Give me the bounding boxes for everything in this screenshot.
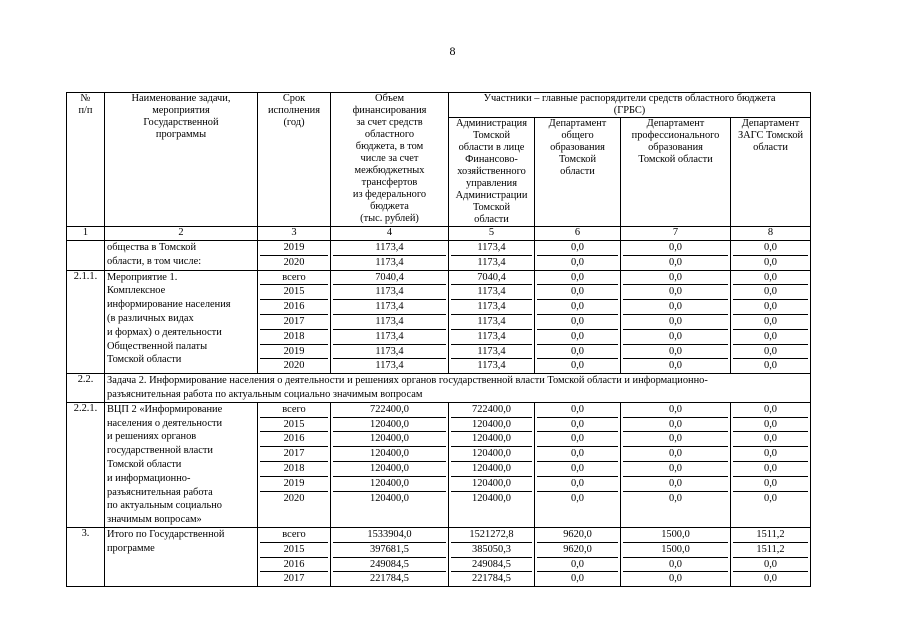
col-number: 1	[67, 227, 105, 241]
cell-value: 2019	[260, 241, 328, 256]
cell-value: 0,0	[669, 492, 682, 504]
header-no	[67, 93, 105, 227]
cell-value: 2019	[260, 477, 328, 492]
text-line: межбюджетных	[354, 165, 425, 176]
header-col7	[621, 118, 731, 227]
cell-value: 0,0	[733, 315, 808, 330]
text-line: числе за счет	[360, 153, 419, 164]
row-col6	[535, 241, 621, 271]
cell-value: 0,0	[733, 271, 808, 286]
text-line: Итого по Государственной	[107, 528, 225, 540]
cell-value: 0,0	[623, 462, 728, 477]
cell-value: 0,0	[733, 447, 808, 462]
cell-value: 0,0	[537, 418, 618, 433]
text-line: области, в том числе:	[107, 255, 202, 267]
text-line: областного	[364, 129, 415, 140]
row-col6	[535, 402, 621, 527]
cell-value: 2017	[260, 315, 328, 330]
text-line: Общественной палаты	[107, 340, 208, 352]
cell-value: 722400,0	[451, 403, 532, 418]
text-line: Объем	[374, 93, 405, 104]
cell-value: 0,0	[571, 360, 584, 372]
text-line: исполнения	[267, 105, 321, 116]
row-col8	[731, 527, 811, 586]
cell-value: 1173,4	[451, 345, 532, 360]
text-line: Департамент	[548, 118, 607, 129]
row-number: 3.	[67, 527, 105, 586]
col-number: 3	[258, 227, 331, 241]
text-line: области	[560, 166, 595, 177]
text-line: (в различных видах	[107, 312, 194, 324]
cell-value: 0,0	[537, 271, 618, 286]
text-line: разъяснительная работа по актуальным социально значимым вопросам	[107, 388, 423, 400]
cell-value: 0,0	[733, 403, 808, 418]
cell-value: 1173,4	[375, 360, 404, 372]
cell-value: 0,0	[537, 447, 618, 462]
row-name	[105, 527, 258, 586]
text-line: хозяйственного	[457, 166, 526, 177]
cell-value: 0,0	[537, 477, 618, 492]
text-line: Томской	[472, 130, 511, 141]
cell-value: 0,0	[733, 477, 808, 492]
text-line: (ГРБС)	[613, 105, 646, 116]
row-years	[258, 241, 331, 271]
row-years	[258, 527, 331, 586]
text-line: финансирования	[352, 105, 427, 116]
cell-value: 1173,4	[375, 256, 404, 268]
text-line: управления	[465, 178, 518, 189]
row-col6	[535, 270, 621, 374]
text-line: Мероприятие 1.	[107, 271, 178, 283]
cell-value: 0,0	[537, 558, 618, 573]
cell-value: 0,0	[623, 418, 728, 433]
text-line: разъяснительная работа	[107, 486, 213, 498]
text-line: Участники – главные распорядители средств областного бюджета	[483, 93, 776, 104]
cell-value: 0,0	[733, 345, 808, 360]
cell-value: всего	[260, 271, 328, 286]
header-term	[258, 93, 331, 227]
row-col4	[331, 270, 449, 374]
row-col8	[731, 402, 811, 527]
table-row	[67, 527, 811, 586]
text-line: Томской области	[638, 154, 713, 165]
cell-value: 120400,0	[451, 462, 532, 477]
row-col5	[449, 402, 535, 527]
text-line: Задача 2. Информирование населения о деятельности и решениях органов государственной власти Томской области и информационно-	[107, 375, 708, 387]
row-col5	[449, 241, 535, 271]
text-line: населения о деятельности	[107, 417, 223, 429]
row-col7	[621, 270, 731, 374]
header-name	[105, 93, 258, 227]
text-line: Томской	[558, 154, 597, 165]
cell-value: 0,0	[733, 432, 808, 447]
col-number: 2	[105, 227, 258, 241]
cell-value: всего	[260, 403, 328, 418]
text-line: области	[753, 142, 788, 153]
cell-value: 0,0	[537, 285, 618, 300]
cell-value: 0,0	[537, 345, 618, 360]
cell-value: 0,0	[623, 315, 728, 330]
header-col6	[535, 118, 621, 227]
cell-value: 120400,0	[333, 447, 446, 462]
cell-value: 221784,5	[370, 573, 409, 585]
cell-value: 120400,0	[333, 462, 446, 477]
cell-value: 2018	[260, 330, 328, 345]
page-number: 8	[449, 44, 456, 58]
text-line: государственной власти	[107, 445, 213, 457]
header-participants	[449, 93, 811, 118]
text-line: области	[474, 214, 509, 225]
row-number: 2.2.	[67, 374, 105, 403]
text-line: (тыс. рублей)	[360, 213, 419, 224]
cell-value: 2015	[260, 418, 328, 433]
text-line: Администрация	[455, 118, 528, 129]
text-line: по актуальным социально	[107, 500, 222, 512]
cell-value: 1173,4	[451, 285, 532, 300]
cell-value: 0,0	[623, 432, 728, 447]
row-col5	[449, 270, 535, 374]
cell-value: 0,0	[733, 462, 808, 477]
cell-value: 0,0	[623, 271, 728, 286]
row-col8	[731, 270, 811, 374]
row-number	[67, 241, 105, 271]
table-row	[67, 270, 811, 374]
cell-value: 1521272,8	[451, 528, 532, 543]
cell-value: 1173,4	[451, 300, 532, 315]
cell-value: 0,0	[623, 477, 728, 492]
text-line: программе	[107, 542, 155, 554]
text-line: программы	[155, 129, 207, 140]
task-text	[105, 374, 811, 403]
cell-value: 722400,0	[333, 403, 446, 418]
text-line: значимым вопросам»	[107, 514, 202, 526]
cell-value: 0,0	[623, 447, 728, 462]
cell-value: 0,0	[733, 285, 808, 300]
cell-value: 2020	[283, 256, 305, 268]
row-col7	[621, 241, 731, 271]
cell-value: 0,0	[571, 573, 584, 585]
col-number: 4	[331, 227, 449, 241]
row-name	[105, 241, 258, 271]
cell-value: 120400,0	[333, 432, 446, 447]
text-line: и формах) о деятельности	[107, 326, 222, 338]
text-line: Томской области	[107, 458, 182, 470]
cell-value: 0,0	[733, 418, 808, 433]
cell-value: 9620,0	[537, 528, 618, 543]
cell-value: 0,0	[764, 360, 778, 372]
cell-value: 1173,4	[333, 345, 446, 360]
text-line: Комплексное	[107, 285, 166, 297]
cell-value: 1173,4	[333, 241, 446, 256]
cell-value: 0,0	[733, 558, 808, 573]
cell-value: 2016	[260, 432, 328, 447]
cell-value: 0,0	[623, 285, 728, 300]
cell-value: 1173,4	[451, 315, 532, 330]
cell-value: 1173,4	[477, 256, 506, 268]
cell-value: 1533904,0	[333, 528, 446, 543]
cell-value: 2016	[260, 300, 328, 315]
row-number: 2.1.1.	[67, 270, 105, 374]
text-line: области в лице	[458, 142, 525, 153]
cell-value: 120400,0	[451, 418, 532, 433]
row-years	[258, 270, 331, 374]
cell-value: 0,0	[537, 432, 618, 447]
cell-value: 9620,0	[537, 543, 618, 558]
text-line: информирование населения	[107, 299, 231, 311]
cell-value: 0,0	[733, 330, 808, 345]
cell-value: 0,0	[623, 345, 728, 360]
cell-value: 0,0	[764, 573, 778, 585]
text-line: образования	[550, 142, 605, 153]
row-col5	[449, 527, 535, 586]
cell-value: 2017	[283, 573, 305, 585]
cell-value: 2020	[283, 492, 305, 504]
cell-value: 1511,2	[733, 543, 808, 558]
cell-value: 0,0	[669, 573, 682, 585]
cell-value: 7040,4	[333, 271, 446, 286]
table-row	[67, 241, 811, 271]
text-line: Томской области	[107, 354, 182, 366]
cell-value: 0,0	[537, 462, 618, 477]
cell-value: 1500,0	[623, 543, 728, 558]
text-line: за счет средств	[356, 117, 423, 128]
cell-value: 120400,0	[451, 477, 532, 492]
col-number: 8	[731, 227, 811, 241]
cell-value: 249084,5	[333, 558, 446, 573]
text-line: Департамент	[646, 118, 705, 129]
text-line: бюджета	[370, 201, 409, 212]
cell-value: 0,0	[537, 330, 618, 345]
cell-value: 0,0	[623, 241, 728, 256]
header-col5	[449, 118, 535, 227]
cell-value: 0,0	[623, 330, 728, 345]
cell-value: 120400,0	[472, 492, 511, 504]
cell-value: 120400,0	[451, 447, 532, 462]
cell-value: 1500,0	[623, 528, 728, 543]
cell-value: 385050,3	[451, 543, 532, 558]
program-financing-table	[66, 92, 811, 587]
cell-value: 221784,5	[472, 573, 511, 585]
text-line: бюджета, в том	[355, 141, 424, 152]
cell-value: 120400,0	[370, 492, 409, 504]
cell-value: 0,0	[623, 300, 728, 315]
cell-value: 1173,4	[451, 330, 532, 345]
text-line: из федерального	[352, 189, 427, 200]
text-line: ЗАГС Томской	[737, 130, 804, 141]
table-row	[67, 402, 811, 527]
cell-value: 2019	[260, 345, 328, 360]
cell-value: 2016	[260, 558, 328, 573]
text-line: Государственной	[143, 117, 219, 128]
row-col4	[331, 241, 449, 271]
col-number: 7	[621, 227, 731, 241]
text-line: Финансово-	[465, 154, 518, 165]
cell-value: 0,0	[571, 256, 584, 268]
row-col4	[331, 402, 449, 527]
text-line: и информационно-	[107, 472, 191, 484]
text-line: (год)	[283, 117, 305, 128]
row-years	[258, 402, 331, 527]
text-line: Томской	[472, 202, 511, 213]
cell-value: 0,0	[764, 256, 778, 268]
cell-value: 7040,4	[451, 271, 532, 286]
cell-value: 0,0	[537, 300, 618, 315]
cell-value: 0,0	[623, 558, 728, 573]
cell-value: 0,0	[623, 403, 728, 418]
row-col6	[535, 527, 621, 586]
cell-value: 2020	[283, 360, 305, 372]
column-number-row	[67, 227, 811, 241]
cell-value: 0,0	[733, 241, 808, 256]
cell-value: 120400,0	[451, 432, 532, 447]
cell-value: 1511,2	[733, 528, 808, 543]
row-col7	[621, 527, 731, 586]
row-col7	[621, 402, 731, 527]
cell-value: всего	[260, 528, 328, 543]
cell-value: 2015	[260, 285, 328, 300]
text-line: №	[80, 93, 91, 104]
cell-value: 1173,4	[333, 300, 446, 315]
header-col8	[731, 118, 811, 227]
cell-value: 120400,0	[333, 418, 446, 433]
cell-value: 1173,4	[451, 241, 532, 256]
cell-value: 397681,5	[333, 543, 446, 558]
cell-value: 2017	[260, 447, 328, 462]
text-line: ВЦП 2 «Информирование	[107, 403, 223, 415]
text-line: профессионального	[631, 130, 720, 141]
row-name	[105, 270, 258, 374]
row-number: 2.2.1.	[67, 402, 105, 527]
cell-value: 0,0	[571, 492, 584, 504]
cell-value: 1173,4	[333, 315, 446, 330]
cell-value: 1173,4	[477, 360, 506, 372]
text-line: и решениях органов	[107, 431, 197, 443]
row-col4	[331, 527, 449, 586]
cell-value: 249084,5	[451, 558, 532, 573]
cell-value: 1173,4	[333, 285, 446, 300]
text-line: общего	[561, 130, 594, 141]
text-line: общества в Томской	[107, 242, 197, 253]
header-volume	[331, 93, 449, 227]
task-row	[67, 374, 811, 403]
cell-value: 0,0	[669, 256, 682, 268]
cell-value: 0,0	[537, 403, 618, 418]
row-col8	[731, 241, 811, 271]
col-number: 6	[535, 227, 621, 241]
text-line: образования	[648, 142, 703, 153]
col-number: 5	[449, 227, 535, 241]
text-line: Наименование задачи,	[131, 93, 231, 104]
cell-value: 0,0	[764, 492, 778, 504]
cell-value: 0,0	[537, 315, 618, 330]
cell-value: 0,0	[537, 241, 618, 256]
cell-value: 0,0	[669, 360, 682, 372]
cell-value: 1173,4	[333, 330, 446, 345]
cell-value: 2018	[260, 462, 328, 477]
cell-value: 120400,0	[333, 477, 446, 492]
text-line: Администрации	[455, 190, 528, 201]
text-line: мероприятия	[152, 105, 210, 116]
header-row-1	[67, 93, 811, 118]
text-line: Департамент	[741, 118, 800, 129]
row-name	[105, 402, 258, 527]
text-line: трансфертов	[361, 177, 418, 188]
cell-value: 2015	[260, 543, 328, 558]
text-line: п/п	[78, 105, 93, 116]
cell-value: 0,0	[733, 300, 808, 315]
text-line: Срок	[282, 93, 306, 104]
